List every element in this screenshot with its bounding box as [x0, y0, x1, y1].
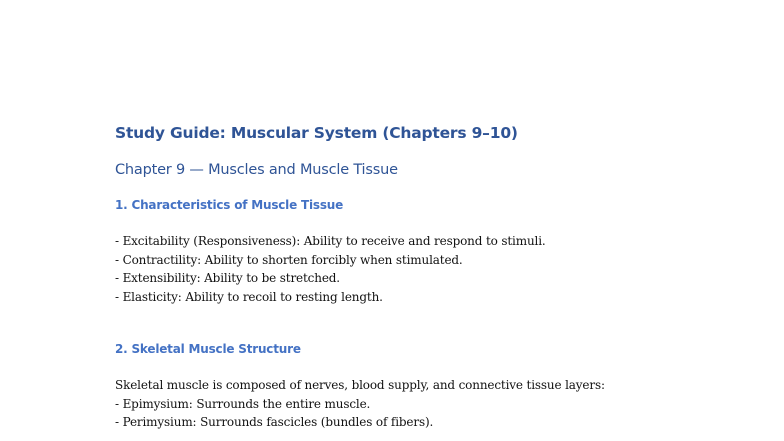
- paragraph-line: Skeletal muscle is composed of nerves, blood supply, and connective tissue layers:: [115, 377, 605, 392]
- section-heading-characteristics: 1. Characteristics of Muscle Tissue: [115, 198, 344, 212]
- section-heading-skeletal-structure: 2. Skeletal Muscle Structure: [115, 341, 301, 356]
- skeletal-structure-list: [115, 376, 735, 432]
- chapter-heading: Chapter 9 — Muscles and Muscle Tissue: [115, 162, 398, 178]
- list-item: - Elasticity: Ability to recoil to resting length.: [115, 290, 383, 305]
- list-item: - Contractility: Ability to shorten forcibly when stimulated.: [115, 252, 463, 267]
- document-body: [115, 122, 735, 432]
- list-item: - Excitability (Responsiveness): Ability to receive and respond to stimuli.: [115, 234, 546, 248]
- list-item: - Epimysium: Surrounds the entire muscle.: [115, 396, 371, 411]
- list-item: - Extensibility: Ability to be stretched.: [115, 271, 340, 286]
- characteristics-list: [115, 232, 735, 307]
- document-title: Study Guide: Muscular System (Chapters 9–10): [115, 124, 518, 142]
- list-item: - Perimysium: Surrounds fascicles (bundles of fibers).: [115, 415, 434, 430]
